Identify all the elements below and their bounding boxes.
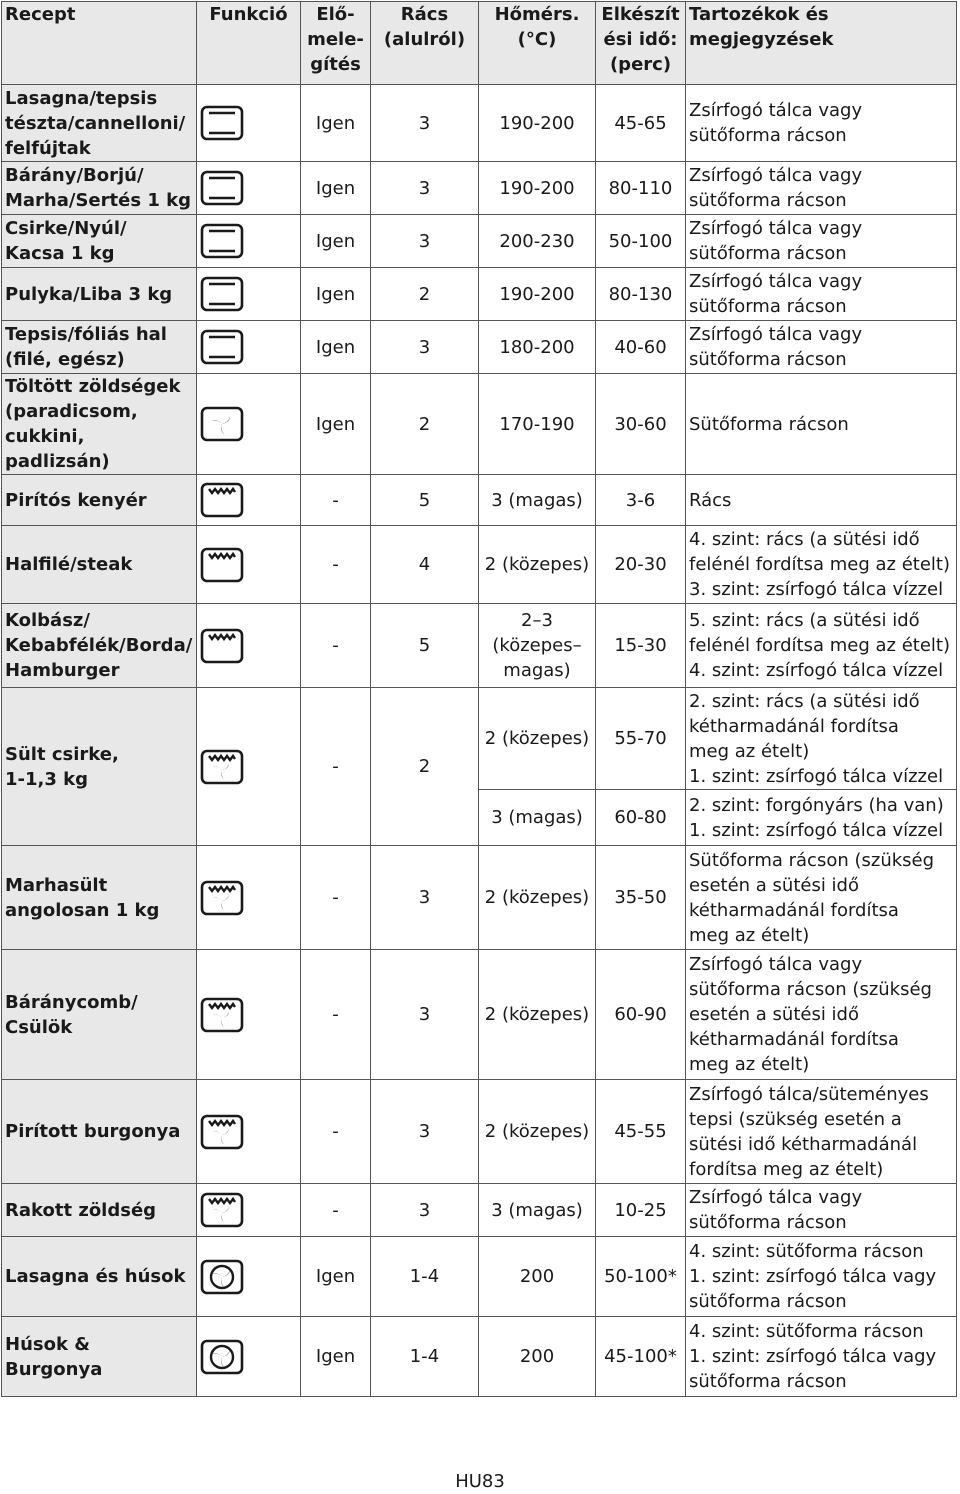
time-cell: 80-110 — [596, 162, 686, 215]
preheat-cell: - — [301, 1080, 371, 1184]
table-row — [2, 475, 957, 526]
grill-icon — [200, 628, 297, 664]
temp-cell: 190-200 — [479, 268, 596, 321]
notes-cell: Rács — [686, 475, 957, 526]
time-cell: 10-25 — [596, 1184, 686, 1237]
preheat-cell: - — [301, 950, 371, 1080]
time-cell: 15-30 — [596, 604, 686, 688]
rack-cell: 2 — [371, 688, 479, 846]
preheat-cell: - — [301, 846, 371, 950]
rack-cell: 1-4 — [371, 1317, 479, 1397]
fan-heating-icon — [200, 406, 297, 442]
page-number: HU83 — [455, 1471, 505, 1492]
preheat-cell: Igen — [301, 215, 371, 268]
time-cell: 35-50 — [596, 846, 686, 950]
preheat-cell: Igen — [301, 1237, 371, 1317]
rack-cell: 3 — [371, 1080, 479, 1184]
time-cell: 20-30 — [596, 526, 686, 604]
rack-cell: 2 — [371, 374, 479, 475]
function-cell — [197, 1237, 301, 1317]
recipe-cell: Rakott zöldség — [2, 1184, 197, 1237]
header-temp: Hőmérs. (°C) — [479, 2, 596, 85]
function-cell — [197, 215, 301, 268]
preheat-cell: Igen — [301, 1317, 371, 1397]
table-row — [2, 526, 957, 604]
turbo-grill-icon — [200, 749, 297, 785]
notes-cell: Sütőforma rácson (szükség esetén a sütési idő kétharmadánál fordítsa meg az ételt) — [686, 846, 957, 950]
header-rack: Rács (alulról) — [371, 2, 479, 85]
header-function: Funkció — [197, 2, 301, 85]
preheat-cell: Igen — [301, 321, 371, 374]
conventional-heat-icon — [200, 223, 297, 259]
function-cell — [197, 85, 301, 162]
table-row — [2, 374, 957, 475]
time-cell: 45-100* — [596, 1317, 686, 1397]
temp-cell: 2 (közepes) — [479, 688, 596, 790]
rack-cell: 3 — [371, 162, 479, 215]
rack-cell: 2 — [371, 268, 479, 321]
temp-cell: 2 (közepes) — [479, 950, 596, 1080]
time-cell: 50-100* — [596, 1237, 686, 1317]
temp-cell: 3 (magas) — [479, 475, 596, 526]
notes-cell: Zsírfogó tálca vagy sütőforma rácson (szükség esetén a sütési idő kétharmadánál fordítsa meg az ételt) — [686, 950, 957, 1080]
rack-cell: 3 — [371, 215, 479, 268]
temp-cell: 3 (magas) — [479, 790, 596, 846]
notes-cell: 4. szint: sütőforma rácson 1. szint: zsírfogó tálca vagy sütőforma rácson — [686, 1237, 957, 1317]
turbo-grill-icon — [200, 997, 297, 1033]
table-row — [2, 268, 957, 321]
temp-cell: 190-200 — [479, 85, 596, 162]
notes-cell: Zsírfogó tálca vagy sütőforma rácson — [686, 321, 957, 374]
notes-cell: Zsírfogó tálca vagy sütőforma rácson — [686, 85, 957, 162]
notes-cell: Zsírfogó tálca vagy sütőforma rácson — [686, 215, 957, 268]
time-cell: 45-65 — [596, 85, 686, 162]
recipe-cell: Sült csirke, 1-1,3 kg — [2, 688, 197, 846]
temp-cell: 2 (közepes) — [479, 1080, 596, 1184]
function-cell — [197, 950, 301, 1080]
rack-cell: 3 — [371, 950, 479, 1080]
function-cell — [197, 526, 301, 604]
notes-cell: 2. szint: forgónyárs (ha van) 1. szint: zsírfogó tálca vízzel — [686, 790, 957, 846]
recipe-cell: Bárány/Borjú/ Marha/Sertés 1 kg — [2, 162, 197, 215]
recipe-cell: Pirított burgonya — [2, 1080, 197, 1184]
time-cell: 40-60 — [596, 321, 686, 374]
rack-cell: 5 — [371, 475, 479, 526]
temp-cell: 2–3 (közepes– magas) — [479, 604, 596, 688]
temp-cell: 200 — [479, 1317, 596, 1397]
temp-cell: 170-190 — [479, 374, 596, 475]
preheat-cell: Igen — [301, 268, 371, 321]
notes-cell: Sütőforma rácson — [686, 374, 957, 475]
notes-cell: Zsírfogó tálca vagy sütőforma rácson — [686, 162, 957, 215]
function-cell — [197, 162, 301, 215]
recipe-cell: Halfilé/steak — [2, 526, 197, 604]
notes-cell: 2. szint: rács (a sütési idő kétharmadánál fordítsa meg az ételt) 1. szint: zsírfogó tálca vízzel — [686, 688, 957, 790]
function-cell — [197, 688, 301, 846]
function-cell — [197, 604, 301, 688]
rack-cell: 5 — [371, 604, 479, 688]
time-cell: 60-90 — [596, 950, 686, 1080]
function-cell — [197, 475, 301, 526]
table-row — [2, 162, 957, 215]
turbo-grill-icon — [200, 1114, 297, 1150]
table-row — [2, 846, 957, 950]
table-row — [2, 1184, 957, 1237]
function-cell — [197, 846, 301, 950]
conventional-heat-icon — [200, 276, 297, 312]
rack-cell: 3 — [371, 846, 479, 950]
header-preheat: Elő- mele- gítés — [301, 2, 371, 85]
turbo-grill-icon — [200, 880, 297, 916]
preheat-cell: Igen — [301, 374, 371, 475]
rack-cell: 3 — [371, 321, 479, 374]
table-row — [2, 1317, 957, 1397]
temp-cell: 3 (magas) — [479, 1184, 596, 1237]
turbo-grill-icon — [200, 1192, 297, 1228]
header-recipe: Recept — [2, 2, 197, 85]
function-cell — [197, 1080, 301, 1184]
temp-cell: 200-230 — [479, 215, 596, 268]
temp-cell: 180-200 — [479, 321, 596, 374]
time-cell: 60-80 — [596, 790, 686, 846]
grill-icon — [200, 547, 297, 583]
table-row — [2, 321, 957, 374]
time-cell: 45-55 — [596, 1080, 686, 1184]
conventional-heat-icon — [200, 329, 297, 365]
temp-cell: 190-200 — [479, 162, 596, 215]
notes-cell: 4. szint: sütőforma rácson 1. szint: zsírfogó tálca vagy sütőforma rácson — [686, 1317, 957, 1397]
table-row — [2, 950, 957, 1080]
conventional-heat-icon — [200, 105, 297, 141]
preheat-cell: - — [301, 475, 371, 526]
recipe-cell: Pirítós kenyér — [2, 475, 197, 526]
preheat-cell: - — [301, 688, 371, 846]
recipe-cell: Báránycomb/ Csülök — [2, 950, 197, 1080]
recipe-cell: Kolbász/ Kebabfélék/Borda/ Hamburger — [2, 604, 197, 688]
rack-cell: 4 — [371, 526, 479, 604]
table-row — [2, 85, 957, 162]
preheat-cell: - — [301, 604, 371, 688]
recipe-cell: Húsok & Burgonya — [2, 1317, 197, 1397]
recipe-cell: Csirke/Nyúl/ Kacsa 1 kg — [2, 215, 197, 268]
multilevel-fan-icon — [200, 1259, 297, 1295]
multilevel-fan-icon — [200, 1339, 297, 1375]
preheat-cell: - — [301, 526, 371, 604]
rack-cell: 3 — [371, 1184, 479, 1237]
table-row — [2, 604, 957, 688]
time-cell: 80-130 — [596, 268, 686, 321]
recipe-cell: Lasagna és húsok — [2, 1237, 197, 1317]
cooking-table — [1, 1, 957, 1397]
recipe-cell: Pulyka/Liba 3 kg — [2, 268, 197, 321]
function-cell — [197, 268, 301, 321]
recipe-cell: Marhasült angolosan 1 kg — [2, 846, 197, 950]
table-row — [2, 1080, 957, 1184]
header-time: Elkészít ési idő: (perc) — [596, 2, 686, 85]
header-notes: Tartozékok és megjegyzések — [686, 2, 957, 85]
time-cell: 30-60 — [596, 374, 686, 475]
function-cell — [197, 1184, 301, 1237]
grill-icon — [200, 482, 297, 518]
function-cell — [197, 321, 301, 374]
notes-cell: Zsírfogó tálca vagy sütőforma rácson — [686, 268, 957, 321]
recipe-cell: Lasagna/tepsis tészta/cannelloni/ felfújtak — [2, 85, 197, 162]
rack-cell: 1-4 — [371, 1237, 479, 1317]
table-row — [2, 215, 957, 268]
notes-cell: Zsírfogó tálca vagy sütőforma rácson — [686, 1184, 957, 1237]
recipe-cell: Töltött zöldségek (paradicsom, cukkini, padlizsán) — [2, 374, 197, 475]
header-row — [2, 2, 957, 85]
temp-cell: 2 (közepes) — [479, 526, 596, 604]
notes-cell: 5. szint: rács (a sütési idő felénél fordítsa meg az ételt) 4. szint: zsírfogó tálca vízzel — [686, 604, 957, 688]
rack-cell: 3 — [371, 85, 479, 162]
table-row — [2, 688, 957, 790]
notes-cell: Zsírfogó tálca/süteményes tepsi (szükség esetén a sütési idő kétharmadánál fordítsa meg az ételt) — [686, 1080, 957, 1184]
preheat-cell: Igen — [301, 162, 371, 215]
notes-cell: 4. szint: rács (a sütési idő felénél fordítsa meg az ételt) 3. szint: zsírfogó tálca vízzel — [686, 526, 957, 604]
time-cell: 3-6 — [596, 475, 686, 526]
function-cell — [197, 374, 301, 475]
time-cell: 55-70 — [596, 688, 686, 790]
preheat-cell: Igen — [301, 85, 371, 162]
temp-cell: 2 (közepes) — [479, 846, 596, 950]
table-row — [2, 1237, 957, 1317]
preheat-cell: - — [301, 1184, 371, 1237]
recipe-cell: Tepsis/fóliás hal (filé, egész) — [2, 321, 197, 374]
temp-cell: 200 — [479, 1237, 596, 1317]
time-cell: 50-100 — [596, 215, 686, 268]
function-cell — [197, 1317, 301, 1397]
conventional-heat-icon — [200, 170, 297, 206]
